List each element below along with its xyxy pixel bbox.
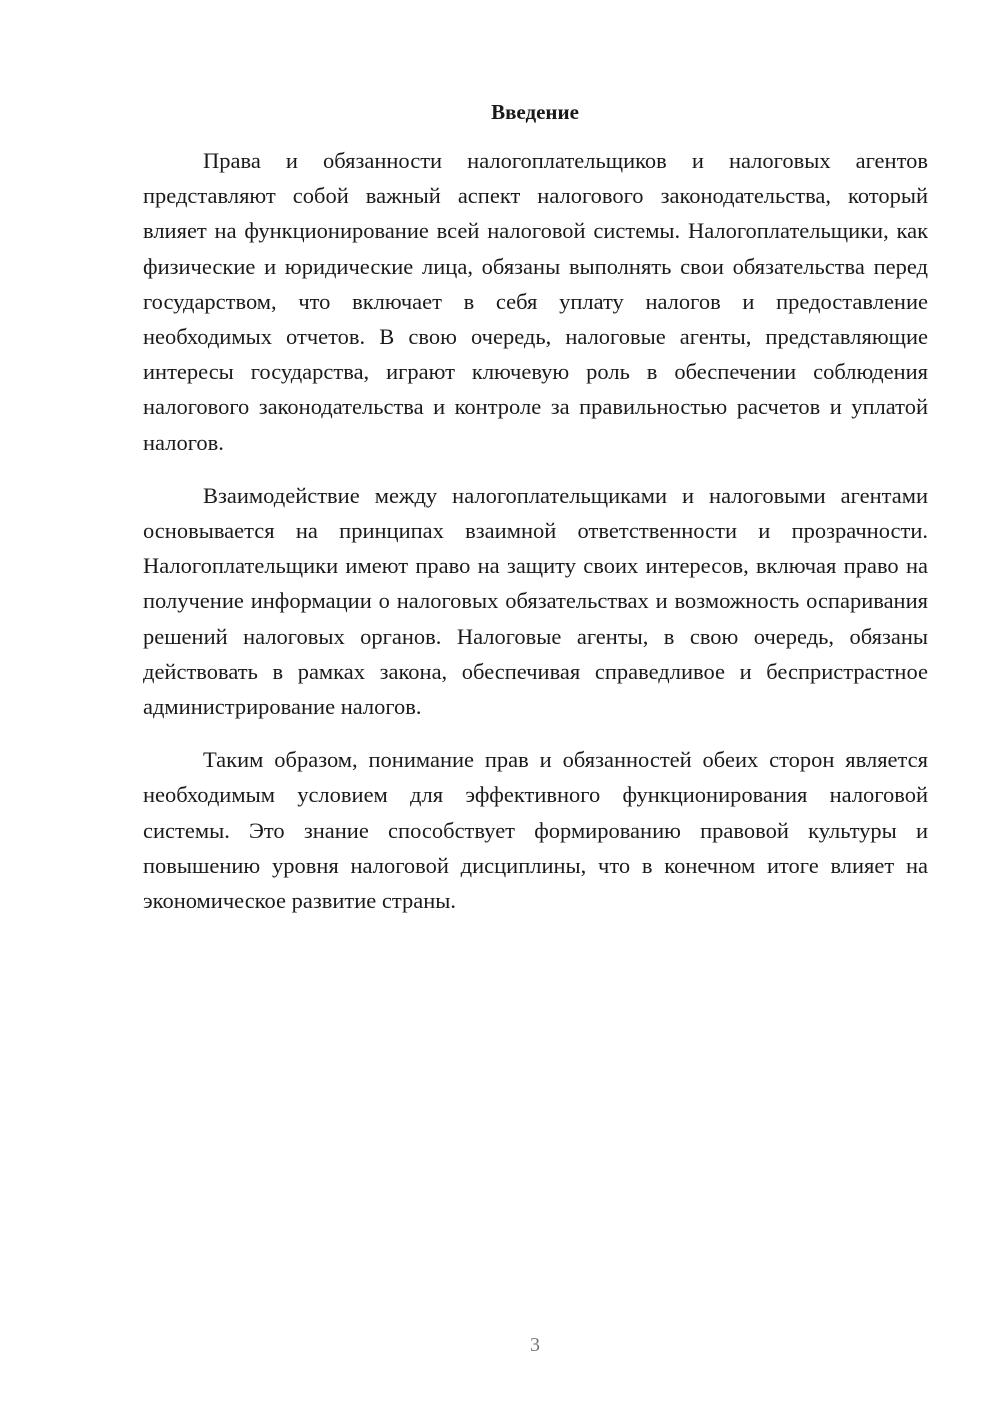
body-text [143,143,928,918]
section-title: Введение [491,100,579,124]
paragraph-1: Права и обязанности налогоплательщиков и налоговых агентов представляют собой важный аспект налогового законодательства, который влияет на функционирование всей налоговой системы. Налогоплательщики, как физические и юридические лица, обязаны выполнять свои обязательства перед государством, что включает в себя уплату налогов и предоставление необходимых отчетов. В свою очередь, налоговые агенты, представляющие интересы государства, играют ключевую роль в обеспечении соблюдения налогового законодательства и контроле за правильностью расчетов и уплатой налогов. [143,148,928,455]
paragraph-3: Таким образом, понимание прав и обязанностей обеих сторон является необходимым условием для эффективного функционирования налоговой системы. Это знание способствует формированию правовой культуры и повышению уровня налоговой дисциплины, что в конечном итоге влияет на экономическое развитие страны. [143,747,928,914]
paragraph-2: Взаимодействие между налогоплательщиками и налоговыми агентами основывается на принципах взаимной ответственности и прозрачности. Налогоплательщики имеют право на защиту своих интересов, включая право на получение информации о налоговых обязательствах и возможность оспаривания решений налоговых органов. Налоговые агенты, в свою очередь, обязаны действовать в рамках закона, обеспечивая справедливое и беспристрастное администрирование налогов. [143,482,928,720]
page-number: 3 [530,1334,540,1356]
